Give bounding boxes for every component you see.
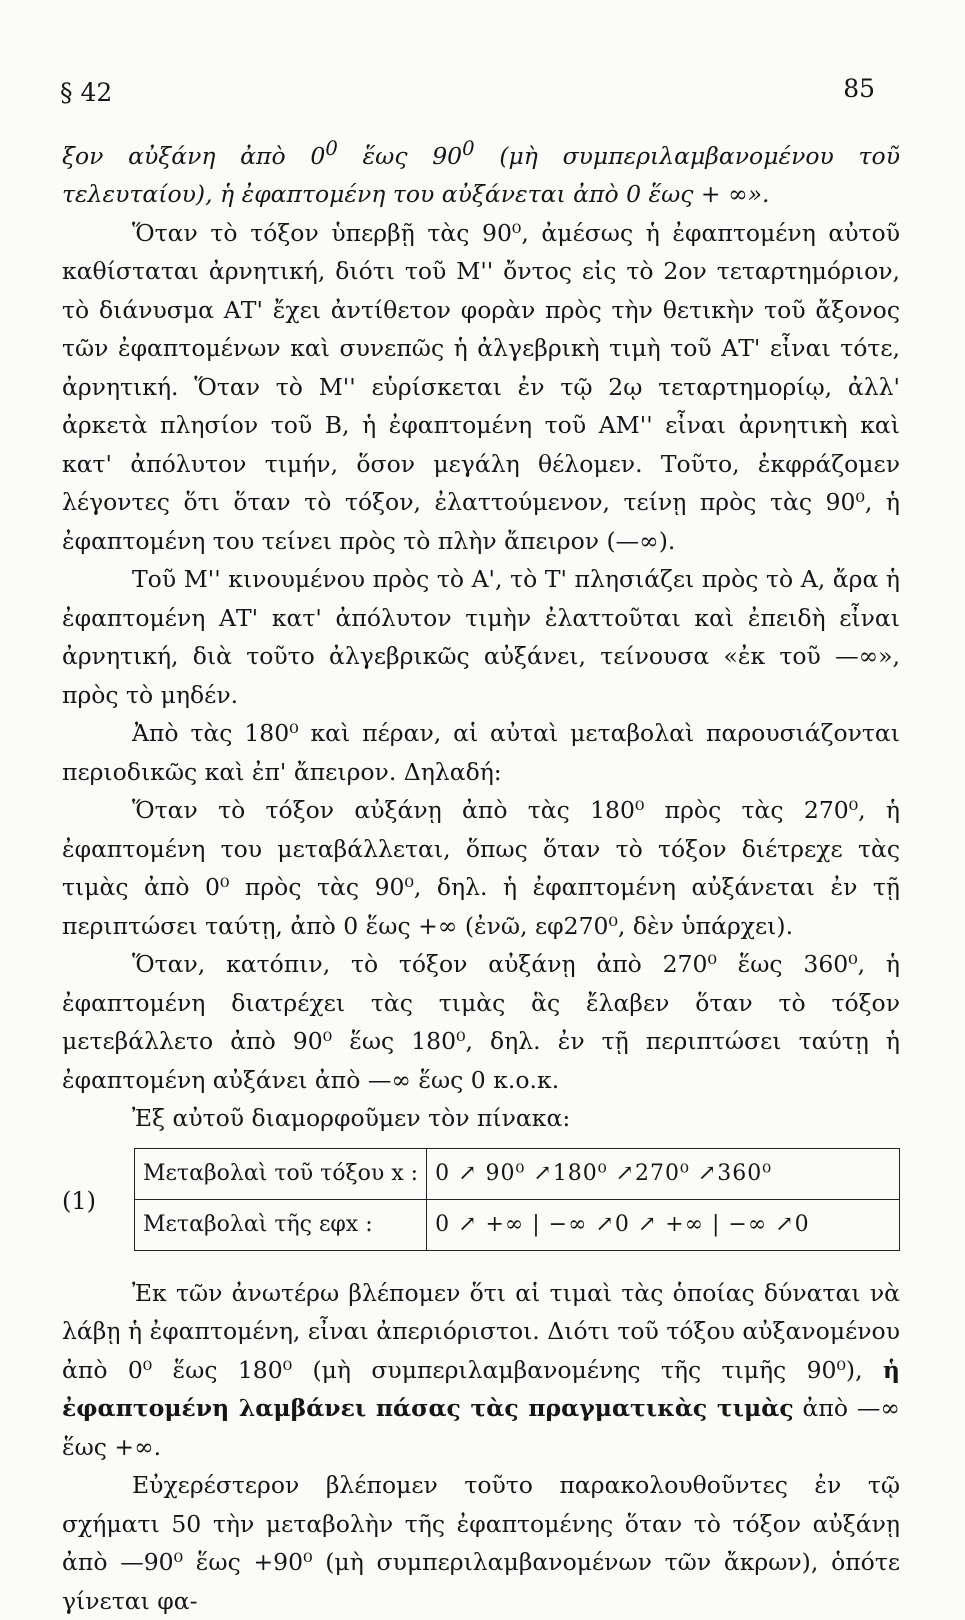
paragraph-8: Εὐχερέστερον βλέπομεν τοῦτο παρακολουθοῦντες ἐν τῷ σχήματι 50 τὴν μεταβολὴν τῆς ἐφαπτομένης ὅταν τὸ τόξον αὐξάνῃ ἀπὸ —90⁰ ἕως +90⁰ (μὴ συμπεριλαμβανομένων τῶν ἄκρων), ὁπότε γίνεται φα-: [62, 1471, 900, 1615]
page-body: [62, 130, 900, 1620]
row-label-tan: Μεταβολαὶ τῆς εφx :: [135, 1199, 427, 1250]
row-values-arc: 0 ↗ 90⁰ ↗180⁰ ↗270⁰ ↗360⁰: [427, 1148, 900, 1199]
row-values-tan: 0 ↗ +∞ | −∞ ↗0 ↗ +∞ | −∞ ↗0: [427, 1199, 900, 1250]
paragraph-7-text: Ἐκ τῶν ἀνωτέρω βλέπομεν ὅτι αἱ τιμαὶ τὰς ὁποίας δύναται νὰ λάβῃ ἡ ἐφαπτομένη, εἶναι ἀπεριόριστοι. Διότι τοῦ τόξου αὐξανομένου ἀπὸ 0⁰ ἕως 180⁰ (μὴ συμπεριλαμβανομένης τῆς τιμῆς 90⁰),: [62, 1278, 900, 1384]
paragraph-2: Τοῦ Μ'' κινουμένου πρὸς τὸ Α', τὸ Τ' πλησιάζει πρὸς τὸ Α, ἄρα ἡ ἐφαπτομένη ΑΤ' κατ' ἀπόλυτον τιμὴν ἐλαττοῦται καὶ ἐπειδὴ εἶναι ἀρνητική, διὰ τοῦτο ἀλγεβρικῶς αὐξάνει, τείνουσα «ἐκ τοῦ —∞», πρὸς τὸ μηδέν.: [62, 565, 900, 709]
paragraph-5: Ὅταν, κατόπιν, τὸ τόξον αὐξάνῃ ἀπὸ 270⁰ ἕως 360⁰, ἡ ἐφαπτομένη διατρέχει τὰς τιμὰς ἃς ἔλαβεν ὅταν τὸ τόξον μετεβάλλετο ἀπὸ 90⁰ ἕως 180⁰, δηλ. ἐν τῇ περιπτώσει ταύτῃ ἡ ἐφαπτομένη αὐξάνει ἀπὸ —∞ ἕως 0 κ.ο.κ.: [62, 950, 900, 1094]
intro-paragraph: [62, 130, 900, 214]
row-label-arc: Μεταβολαὶ τοῦ τόξου x :: [135, 1148, 427, 1199]
paragraph-1: Ὅταν τὸ τόξον ὑπερβῇ τὰς 90⁰, ἀμέσως ἡ ἐφαπτομένη αὐτοῦ καθίσταται ἀρνητική, διότι τοῦ Μ'' ὄντος εἰς τὸ 2ον τεταρτημόριον, τὸ διάνυσμα ΑΤ' ἔχει ἀντίθετον φορὰν πρὸς τὴν θετικὴν τοῦ ἄξονος τῶν ἐφαπτομένων καὶ συνεπῶς ἡ ἀλγεβρικὴ τιμὴ τοῦ ΑΤ' εἶναι τότε, ἀρνητική. Ὅταν τὸ Μ'' εὑρίσκεται ἐν τῷ 2ῳ τεταρτημορίῳ, ἀλλ' ἀρκετὰ πλησίον τοῦ Β, ἡ ἐφαπτομένη τοῦ ΑΜ'' εἶναι ἀρνητικὴ καὶ κατ' ἀπόλυτον τιμήν, ὅσον μεγάλη θέλομεν. Τοῦτο, ἐκφράζομεν λέγοντες ὅτι ὅταν τὸ τόξον, ἐλαττούμενον, τείνῃ πρὸς τὰς 90⁰, ἡ ἐφαπτομένη του τείνει πρὸς τὸ πλὴν ἄπειρον (—∞).: [62, 218, 900, 555]
paragraph-3: Ἀπὸ τὰς 180⁰ καὶ πέραν, αἱ αὐταὶ μεταβολαὶ παρουσιάζονται περιοδικῶς καὶ ἐπ' ἄπειρον. Δηλαδή:: [62, 719, 900, 786]
table-row: [135, 1199, 900, 1250]
paragraph-7-end: ἀπὸ —∞ ἕως +∞.: [62, 1394, 900, 1461]
intro-sup-1: 0: [462, 137, 475, 160]
intro-text-1: ἕως 90: [337, 141, 463, 170]
equation-number: (1): [62, 1186, 96, 1215]
intro-text-2: (μὴ συμπεριλαμβανομένου τοῦ τελευταίου), ἡ ἐφαπτομένη του αὐξάνεται ἀπὸ 0 ἕως + ∞».: [62, 141, 900, 209]
intro-sup-0: 0: [325, 137, 338, 160]
paragraph-7-bold: ἡ ἐφαπτομένη λαμβάνει πάσας τὰς πραγματικὰς τιμὰς: [62, 1355, 900, 1423]
page-number: 85: [843, 74, 875, 103]
intro-text-0: ξον αὐξάνη ἀπὸ 0: [62, 141, 326, 170]
table-row: [135, 1148, 900, 1199]
variation-table-block: [62, 1148, 900, 1260]
section-number: § 42: [60, 78, 113, 107]
variation-table: [134, 1148, 900, 1251]
paragraph-4: Ὅταν τὸ τόξον αὐξάνῃ ἀπὸ τὰς 180⁰ πρὸς τὰς 270⁰, ἡ ἐφαπτομένη του μεταβάλλεται, ὅπως ὅταν τὸ τόξον διέτρεχε τὰς τιμὰς ἀπὸ 0⁰ πρὸς τὰς 90⁰, δηλ. ἡ ἐφαπτομένη αὐξάνεται ἐν τῇ περιπτώσει ταύτῃ, ἀπὸ 0 ἕως +∞ (ἐνῶ, εφ270⁰, δὲν ὑπάρχει).: [62, 796, 900, 940]
paragraph-7: [62, 1274, 900, 1467]
paragraph-6: Ἐξ αὐτοῦ διαμορφοῦμεν τὸν πίνακα:: [132, 1104, 571, 1133]
